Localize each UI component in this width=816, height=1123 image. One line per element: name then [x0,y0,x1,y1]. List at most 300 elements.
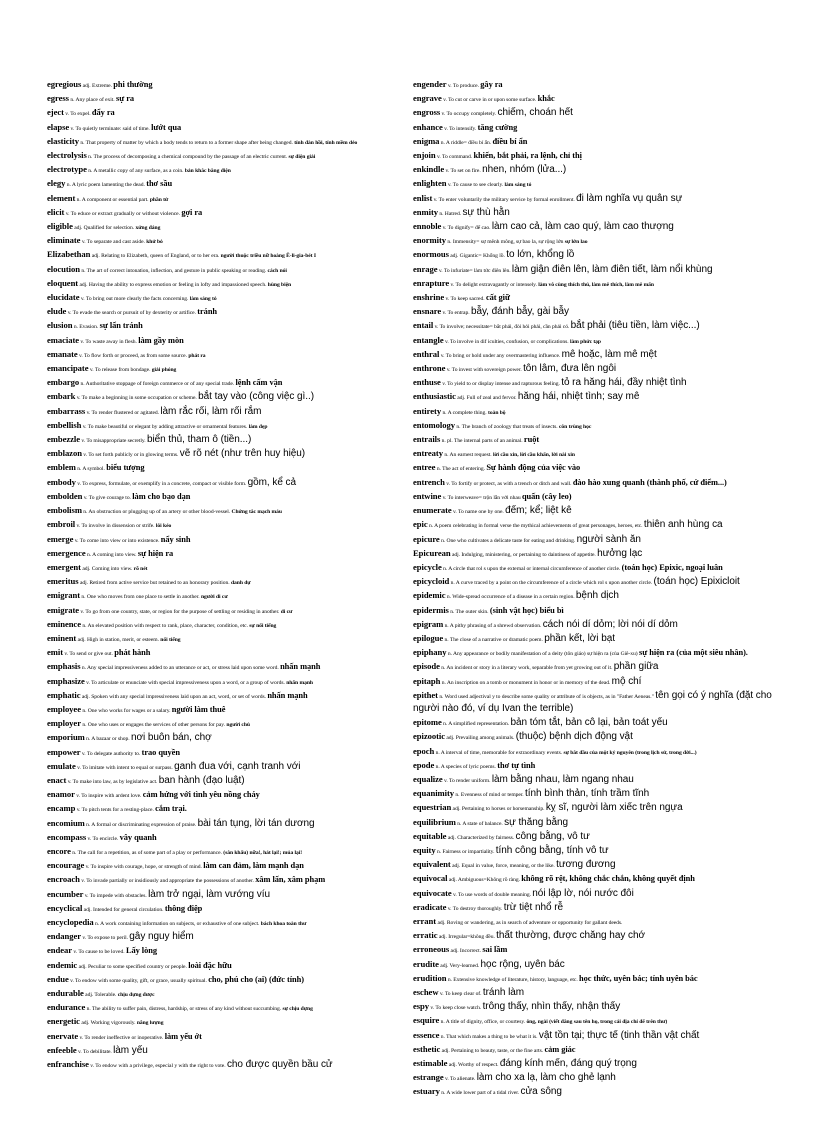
dictionary-entry [47,234,425,248]
vietnamese-translation: điều bí ẩn [492,136,528,146]
vietnamese-translation: học thức, uyên bác; tính uyên bác [579,973,698,983]
dictionary-entry [47,859,425,873]
definition: n. A species of lyric poems. [435,763,496,770]
headword: enormous [413,249,449,260]
headword: esthetic [413,1043,441,1054]
headword: enigma [413,135,440,146]
definition: n. A poem celebrating in formal verse the mythical achievements of great personages, heroes, etc. [428,523,643,530]
vietnamese-translation: hăng hái, nhiệt tình; say mê [517,391,640,403]
definition: v. To pitch tents for a resting-place. [76,807,154,814]
vietnamese-translation: rõ nét [133,565,148,572]
vietnamese-translation: sự thù hằn [462,206,510,218]
dictionary-entry [47,1015,425,1029]
dictionary-entry [47,447,425,461]
vietnamese-translation: nơi buôn bán, chợ [130,732,212,744]
dictionary-entry [47,533,425,547]
dictionary-entry [413,490,791,504]
dictionary-entry [47,291,425,305]
definition: n. The branch of zoology that treats of insects. [456,423,558,430]
dictionary-entry [47,149,425,163]
dictionary-entry [47,476,425,490]
vietnamese-translation: toàn bộ [488,409,506,416]
vietnamese-translation: bắt phải (tiêu tiền, làm việc...) [570,320,700,332]
vietnamese-translation: làm vô cùng thích thú, làm mê thích, làm mê mẩn [538,281,654,288]
dictionary-entry [413,858,791,872]
headword: enlighten [413,178,447,189]
vietnamese-translation: đẩy ra [91,108,115,118]
dictionary-entry [413,390,791,404]
dictionary-entry [413,447,791,461]
definition: adj. Full of zeal and fervor. [457,395,517,402]
headword: erratic [413,930,438,941]
definition: n. A riddle= điều bí ẩn. [440,139,492,146]
headword: epicycloid [413,576,450,587]
vietnamese-translation: bệnh dịch [575,590,619,602]
vietnamese-translation: gồm, kể cả [247,476,297,488]
dictionary-entry [47,547,425,561]
definition: adj. Very-learned. [440,962,480,969]
headword: enkindle [413,164,445,175]
dictionary-entry [413,675,791,689]
definition: adj. Coming into view. [82,565,133,572]
vietnamese-translation: lướt qua [151,122,182,132]
headword: enormity [413,235,447,246]
vietnamese-translation: (sinh vật học) biểu bì [489,605,564,615]
vietnamese-translation: cho, phú cho (ai) (đức tính) [208,974,304,984]
headword: embezzle [47,434,80,445]
vietnamese-translation: sự chịu đựng [282,1006,313,1013]
definition: n. Wide-spread occurrence of a disease in a certain region. [446,594,575,601]
definition: v. To use words of double meaning. [453,891,531,898]
headword: elude [47,306,67,317]
vietnamese-translation: vẽ rõ nét (như trên huy hiệu) [179,448,306,460]
definition: v. To inspire with ardent love. [76,793,142,800]
headword: enamor [47,789,75,800]
vietnamese-translation: côn trùng học [558,423,592,430]
vietnamese-translation: khử bỏ [146,239,163,246]
headword: ensnare [413,306,442,317]
dictionary-entry [47,206,425,220]
headword: entangle [413,334,444,345]
vietnamese-translation: bài tán tụng, lời tán dương [197,817,315,829]
headword: equivocate [413,887,452,898]
headword: electrolysis [47,150,87,161]
dictionary-entry [47,319,425,333]
headword: encumber [47,888,84,899]
headword: embody [47,476,76,487]
definition: n. An obstruction or plugging up of an artery or other blood-vessel. [83,509,231,516]
headword: entrench [413,476,445,487]
headword: emphatic [47,689,81,700]
vietnamese-translation: khắc [537,94,555,104]
dictionary-entry [413,405,791,419]
dictionary-entry [47,987,425,1001]
headword: enthral [413,348,440,359]
headword: encamp [47,803,76,814]
headword: elicit [47,206,65,217]
definition: n. The outer skin. [450,608,489,615]
vietnamese-translation: làm yếu [113,1044,148,1056]
dictionary-entry [413,745,791,759]
vietnamese-translation: lời cầu xin, lời cầu khẩn, lời nài xin [492,452,575,459]
dictionary-entry [47,220,425,234]
headword: eminence [47,618,81,629]
definition: adj. Spoken with any special impressiveness laid upon an act, word, or set of words. [81,693,266,700]
definition: v. To educe or extract gradually or without violence. [65,210,180,217]
definition: v. To delight extravagantly or intensely. [450,281,537,288]
left-column [47,78,425,1072]
vietnamese-translation: loài đặc hữu [188,960,232,970]
vietnamese-translation: làm đẹp [248,423,268,430]
vietnamese-translation: phát hành [114,648,151,658]
headword: episode [413,661,440,672]
definition: n. Authoritative stoppage of foreign commerce or of any special trade. [80,381,235,388]
headword: elasticity [47,135,79,146]
definition: n. A circle that rol s upon the external or internal circumference of another circle. [443,565,621,572]
definition: v. To destroy thoroughly. [447,905,503,912]
headword: emulate [47,760,76,771]
vietnamese-translation: cửa sông [520,1086,562,1098]
vietnamese-translation: cách nói [267,267,287,274]
definition: n. A curve traced by a point on the circumference of a circle which rol s upon another circle. [450,580,653,587]
dictionary-entry [47,916,425,930]
definition: adj. Peculiar to some specified country or people. [78,963,187,970]
vietnamese-translation: bản khắc bằng điện [184,168,231,175]
headword: equanimity [413,788,455,799]
headword: engrave [413,93,442,104]
definition: v. To debilitate. [78,1048,112,1055]
vietnamese-translation: sự lớn lao [564,239,588,246]
headword: epiphany [413,647,447,658]
vietnamese-translation: lệnh cấm vận [235,378,283,388]
definition: n. A interval of time, memorable for extraordinary events. [435,749,563,756]
headword: enshrine [413,292,445,303]
vietnamese-translation: làm trở ngại, làm vướng víu [148,888,270,900]
headword: epilogue [413,632,444,643]
definition: v. To occupy completely. [441,111,497,118]
definition: v. To go from one country, state, or region for the purpose of settling or residing in another. [80,608,280,615]
vietnamese-translation: ban hành (đạo luật) [158,774,245,786]
dictionary-entry [413,773,791,787]
headword: enumerate [413,505,452,516]
vietnamese-translation: phi thường [113,80,153,89]
dictionary-entry [47,163,425,177]
vietnamese-translation: cách nói dí dỏm; lời nói dí dỏm [542,618,678,630]
vietnamese-translation: lôi kéo [155,523,172,530]
headword: enact [47,774,67,785]
vietnamese-translation: vật tồn tại; thực tế (tinh thần vật chất [538,1029,700,1041]
definition: v. To quietly terminate: said of time. [70,125,150,132]
vietnamese-translation: khiến, bắt phải, ra lệnh, chỉ thị [473,151,582,161]
definition: v. To misappropriate secretly. [81,438,146,445]
vietnamese-translation: vây quanh [119,832,157,842]
vietnamese-translation: làm can đảm, làm mạnh dạn [203,861,304,871]
dictionary-entry [413,972,791,986]
vietnamese-translation: sự hiện ra (của một siêu nhân). [638,648,748,658]
vietnamese-translation: sự bắt đầu của một kỷ nguyên (trong lịch sử, trong đời...) [563,749,697,756]
headword: epitaph [413,675,441,686]
headword: encompass [47,831,87,842]
definition: v. To bring out more clearly the facts concerning. [80,296,189,303]
dictionary-entry [413,604,791,618]
vietnamese-translation: học rộng, uyên bác [480,958,565,970]
dictionary-entry [47,902,425,916]
definition: n. Immensity= sự mênh mông, sự bao la, sự rộng lớn [447,239,564,246]
vietnamese-translation: ganh đua với, cạnh tranh với [174,760,301,772]
dictionary-entry [413,348,791,362]
definition: v. To set forth publicly or in glowing terms. [83,452,179,459]
definition: n. One who moves from one place to settle in another. [81,594,200,601]
definition: v. To produce. [447,83,479,89]
definition: v. To expose to peril. [82,935,128,942]
dictionary-entry [413,234,791,248]
vietnamese-translation: mê hoặc, làm mê mệt [561,348,657,360]
vietnamese-translation: nẩy sinh [160,534,191,544]
headword: erudition [413,972,447,983]
vietnamese-translation: đào hào xung quanh (thành phố, cứ điểm...) [572,477,727,487]
definition: n. Evasion. [73,324,99,331]
vietnamese-translation: cất giữ [485,293,510,303]
definition: n. A title of dignity, office, or courtesy. [440,1019,526,1026]
headword: eligible [47,221,73,232]
definition: adj. Having the ability to express emotion or feeling in lofty and impassioned speech. [79,281,267,288]
definition: v. To enter voluntarily the military service by formal enrollment. [433,196,575,203]
headword: eject [47,107,64,118]
headword: emblazon [47,448,82,459]
definition: v. To cause to see clearly. [447,182,504,189]
headword: emigrant [47,590,81,601]
dictionary-entry [47,845,425,859]
headword: entrails [413,434,441,445]
headword: emergence [47,547,86,558]
vietnamese-translation: nhen, nhóm (lửa...) [482,164,567,176]
vietnamese-translation: cắm trại. [155,804,187,814]
definition: v. To render uniform. [444,777,491,784]
headword: essence [413,1029,440,1040]
vietnamese-translation: sự thăng bằng [504,816,568,828]
vietnamese-translation: sự nổi tiếng [249,622,277,629]
vietnamese-translation: tôn lâm, đưa lên ngôi [523,363,617,375]
dictionary-entry [47,646,425,660]
headword: emancipate [47,363,89,374]
dictionary-entry [413,915,791,929]
definition: adj. Qualified for selection. [74,225,135,232]
dictionary-entry [413,660,791,674]
vietnamese-translation: hùng biện [267,281,292,288]
definition: adj. Retired from active service but retained to an honorary position. [79,580,230,587]
vietnamese-translation: xứng đáng [135,225,161,232]
headword: equilibrium [413,816,456,827]
vietnamese-translation: (thuộc) bệnh dịch động vật [515,731,633,743]
dictionary-entry [47,1030,425,1044]
headword: engross [413,107,441,118]
dictionary-entry [413,589,791,603]
dictionary-entry [47,873,425,887]
definition: adj. Extreme. [82,83,112,89]
vietnamese-translation: làm cho bạo dạn [132,491,191,501]
vietnamese-translation: tính bình thản, tính trầm tĩnh [525,788,650,800]
definition: v. To expel. [65,111,91,118]
vietnamese-translation: tên gọi có ý nghĩa (đặt cho người nào đó, ví dụ Ivan the terrible) [413,689,772,714]
dictionary-entry [413,433,791,447]
dictionary-entry [413,943,791,957]
definition: v. To make into law, as by legislative act. [67,778,158,785]
definition: v. To invade partially or insidiously and appropriate the possessions of another. [81,878,254,885]
dictionary-entry [413,518,791,532]
definition: v. To express, formulate, or exemplify in a concrete, compact or visible form. [77,480,247,487]
dictionary-entry [413,844,791,858]
dictionary-entry [47,959,425,973]
headword: embellish [47,419,82,430]
vietnamese-translation: phát ra [188,352,206,359]
dictionary-entry [413,78,791,92]
headword: estuary [413,1086,440,1097]
definition: adj. Characterized by fairness. [447,834,515,841]
definition: v. To cause to be loved. [73,949,125,956]
definition: n. A wide lower part of a tidal river. [441,1090,520,1097]
dictionary-entry [413,632,791,646]
definition: v. To keep close watch. [430,1005,482,1012]
headword: epoch [413,745,435,756]
definition: v. To cut or carve in or upon some surface. [443,97,537,104]
vietnamese-translation: phần kết, lời bạt [544,632,615,644]
dictionary-entry [413,830,791,844]
vietnamese-translation: bách khoa toàn thư [260,920,307,927]
dictionary-entry [47,405,425,419]
definition: v. To invest with sovereign power. [446,367,522,374]
headword: embarrass [47,405,86,416]
vietnamese-translation: người thuộc triều nữ hoàng Ê-li-gia-bét I [220,253,316,260]
headword: encyclopedia [47,916,94,927]
definition: v. To make beautiful or elegant by adding attractive or ornamental features. [82,423,248,430]
definition: v. To yield to or display intense and rapturous feeling. [442,381,560,388]
dictionary-entry [47,660,425,674]
dictionary-entry [47,277,425,291]
definition: v. To flow forth or proceed, as from some source. [79,352,187,359]
dictionary-entry [47,760,425,774]
vietnamese-translation: bản tóm tắt, bản cô lại, bản toát yếu [510,717,668,729]
dictionary-entry [413,1029,791,1043]
dictionary-entry [47,461,425,475]
headword: epithet [413,689,438,700]
dictionary-entry [47,1001,425,1015]
dictionary-entry [413,263,791,277]
dictionary-entry [47,930,425,944]
vietnamese-translation: Sự hành động của việc vào [486,463,581,473]
headword: eschew [413,987,439,997]
dictionary-entry [413,92,791,106]
definition: v. To endow with some quality, gift, or grace, usually spiritual. [70,977,207,984]
dictionary-entry [413,1043,791,1057]
vietnamese-translation: to lớn, khổng lồ [506,249,575,261]
dictionary-entry [47,1058,425,1072]
vietnamese-translation: hưởng lạc [597,547,643,559]
vietnamese-translation: bắt tay vào (công việc gì..) [198,391,314,403]
dictionary-entry [413,419,791,433]
headword: encomium [47,817,85,828]
headword: enervate [47,1030,79,1041]
headword: entreaty [413,448,443,459]
vietnamese-translation: làm giận điên lên, làm điên tiết, làm nổi khùng [511,263,713,275]
headword: enrage [413,263,438,274]
dictionary-entry [47,78,425,92]
headword: enthuse [413,377,441,388]
definition: v. To imitate with intent to equal or surpass. [77,764,173,771]
headword: enlist [413,192,433,203]
dictionary-entry [47,888,425,902]
headword: enmity [413,206,438,217]
vietnamese-translation: kỵ sĩ, người làm xiếc trên ngựa [545,802,683,814]
vietnamese-translation: xâm lấn, xâm phạm [255,875,326,885]
headword: esquire [413,1015,440,1026]
vietnamese-translation: Chứng tắc mạch máu [231,509,282,516]
dictionary-entry [413,192,791,206]
headword: eminent [47,632,77,643]
vietnamese-translation: công bằng, vô tư [515,830,590,842]
dictionary-entry [47,632,425,646]
definition: n. The act of entering. [436,466,485,473]
headword: enjoin [413,150,436,161]
headword: estrange [413,1072,444,1083]
vietnamese-translation: làm sáng tỏ [504,182,532,189]
dictionary-entry [413,305,791,319]
headword: equivocal [413,873,448,884]
definition: n. An earnest request. [444,452,492,459]
vietnamese-translation: mộ chí [611,675,642,687]
dictionary-entry [413,163,791,177]
definition: n. Word used adjectival y to describe some quality or attribute of is objects, as in "Father Aeneas." [439,693,654,700]
headword: estimable [413,1058,448,1069]
dictionary-entry [47,746,425,760]
dictionary-entry [47,192,425,206]
dictionary-entry [413,618,791,632]
headword: endear [47,945,72,956]
vietnamese-translation: thơ sầu [146,179,173,189]
definition: n. A simplified representation. [443,721,510,728]
vietnamese-translation: thơ tự tình [497,760,536,770]
headword: entomology [413,419,455,430]
dictionary-entry [47,433,425,447]
definition: v. To articulate or enunciate with special impressiveness upon a word, or a group of words. [86,679,285,686]
definition: v. To intensify. [444,125,477,132]
headword: ennoble [413,221,442,232]
vietnamese-translation: thông điệp [164,903,203,913]
headword: embroil [47,519,76,530]
definition: v. To involve in dif iculties, confusion, or complications. [445,338,569,345]
dictionary-entry [47,561,425,575]
vietnamese-translation: tỏ ra hăng hái, đầy nhiệt tình [561,377,687,389]
definition: adj. Incorrect. [450,948,481,955]
vietnamese-translation: sự ra [116,94,135,104]
dictionary-entry [413,461,791,475]
headword: emigrate [47,604,80,615]
vietnamese-translation: sự lẩn tránh [99,321,143,331]
dictionary-entry [47,376,425,390]
vietnamese-translation: làm phức tạp [569,338,601,345]
dictionary-entry [47,263,425,277]
dictionary-entry [413,1085,791,1099]
vietnamese-translation: sự hiện ra [137,548,174,558]
vietnamese-translation: người di cư [200,594,228,601]
definition: n. The ability to suffer pain, distress, hardship, or stress of any kind without succumbing. [86,1006,282,1013]
definition: adj. Prevailing among animals. [446,735,515,742]
definition: adj. Roving or wandering, as in search of adventure or opportunity for gallant deeds. [437,919,623,926]
vietnamese-translation: gợi ra [181,207,203,217]
definition: v. To impede with obstacles. [84,892,147,899]
headword: enthusiastic [413,391,456,402]
vietnamese-translation: phần tử [149,196,169,203]
definition: v. To come into view or into existence. [74,537,160,544]
